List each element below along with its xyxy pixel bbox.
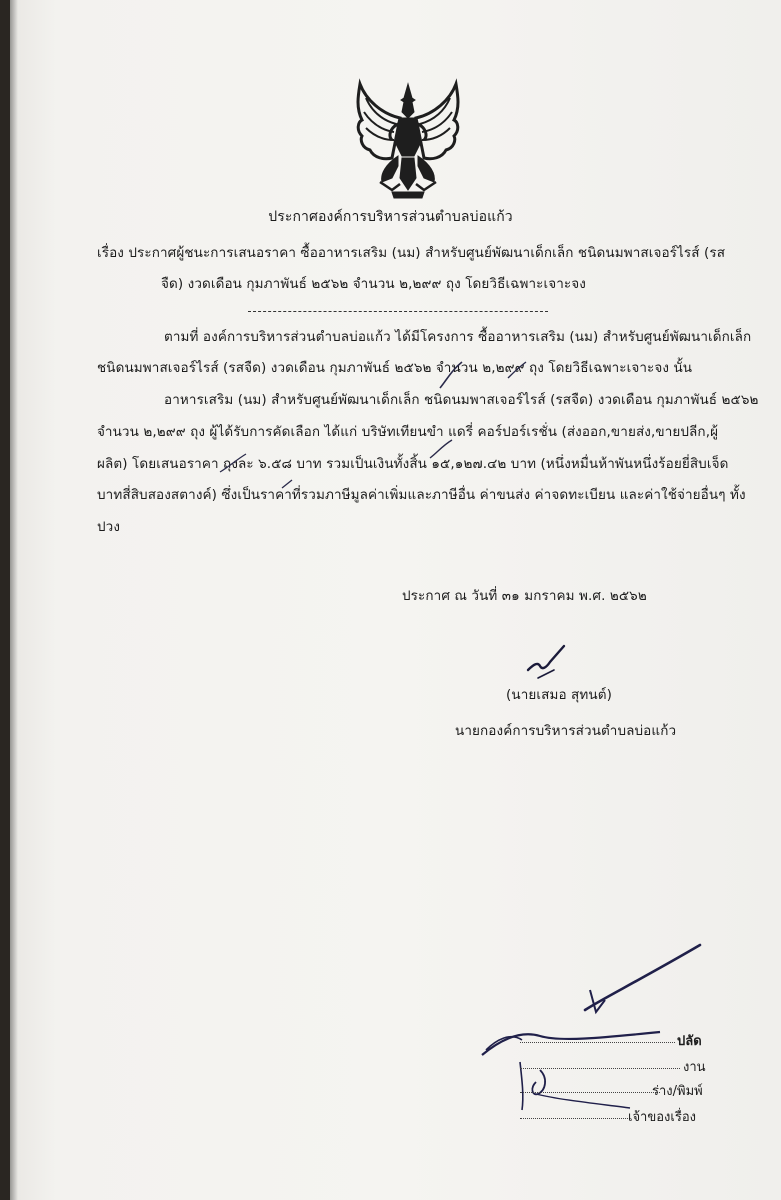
body-line: ผลิต) โดยเสนอราคา ถุงละ ๖.๕๘ บาท รวมเป็นเงินทั้งสิ้น ๑๕,๑๒๗.๔๒ บาท (หนึ่งหมื่นห้าพันหนึ่งร้อยยี่สิบเจ็ด <box>97 456 729 472</box>
footer-dotline <box>520 1042 675 1043</box>
signature-mark <box>520 640 590 685</box>
body-line: บาทสี่สิบสองสตางค์) ซึ่งเป็นราคาที่รวมภาษีมูลค่าเพิ่มและภาษีอื่น ค่าขนส่ง ค่าจดทะเบียน และค่าใช้จ่ายอื่นๆ ทั้ง <box>97 487 746 503</box>
signatory-name: (นายเสมอ สุทนต์) <box>506 687 612 703</box>
body-line: จำนวน ๒,๒๙๙ ถุง ผู้ได้รับการคัดเลือก ได้แก่ บริษัทเทียนขำ แดรี่ คอร์ปอร์เรชั่น (ส่งออก,ขายส่ง,ขายปลีก,ผู้ <box>97 424 719 440</box>
page-edge-shadow <box>10 0 18 1200</box>
footer-dotline <box>520 1092 660 1093</box>
footer-item-owner: เจ้าของเรื่อง <box>628 1110 696 1125</box>
garuda-emblem-icon <box>352 78 464 200</box>
header-separator <box>248 311 548 312</box>
announcement-date: ประกาศ ณ วันที่ ๓๑ มกราคม พ.ศ. ๒๕๖๒ <box>402 588 647 604</box>
footer-dotline <box>520 1118 630 1119</box>
subject-line-1: เรื่อง ประกาศผู้ชนะการเสนอราคา ซื้ออาหารเสริม (นม) สำหรับศูนย์พัฒนาเด็กเล็ก ชนิดนมพาสเจอร์ไรส์ (รส <box>97 245 726 261</box>
footer-dotline <box>520 1068 680 1069</box>
body-line: ปวง <box>97 519 121 535</box>
signatory-position: นายกองค์การบริหารส่วนตำบลบ่อแก้ว <box>455 723 677 739</box>
footer-item-draft-typed: ร่าง/พิมพ์ <box>652 1084 703 1099</box>
body-line: ตามที่ องค์การบริหารส่วนตำบลบ่อแก้ว ได้มีโครงการ ซื้ออาหารเสริม (นม) สำหรับศูนย์พัฒนาเด็กเล็ก <box>164 329 752 345</box>
subject-line-2: จืด) งวดเดือน กุมภาพันธ์ ๒๕๖๒ จำนวน ๒,๒๙๙ ถุง โดยวิธีเฉพาะเจาะจง <box>161 276 586 292</box>
footer-item-work: งาน <box>683 1060 706 1075</box>
agency-announcement-title: ประกาศองค์การบริหารส่วนตำบลบ่อแก้ว <box>268 209 513 225</box>
body-line: ชนิดนมพาสเจอร์ไรส์ (รสจืด) งวดเดือน กุมภาพันธ์ ๒๕๖๒ จำนวน ๒,๒๙๙ ถุง โดยวิธีเฉพาะเจาะจง นั้น <box>97 360 693 376</box>
footer-item-clerk: ปลัด <box>677 1034 702 1049</box>
body-line: อาหารเสริม (นม) สำหรับศูนย์พัฒนาเด็กเล็ก ชนิดนมพาสเจอร์ไรส์ (รสจืด) งวดเดือน กุมภาพันธ์ ๒๕๖๒ <box>164 392 759 408</box>
